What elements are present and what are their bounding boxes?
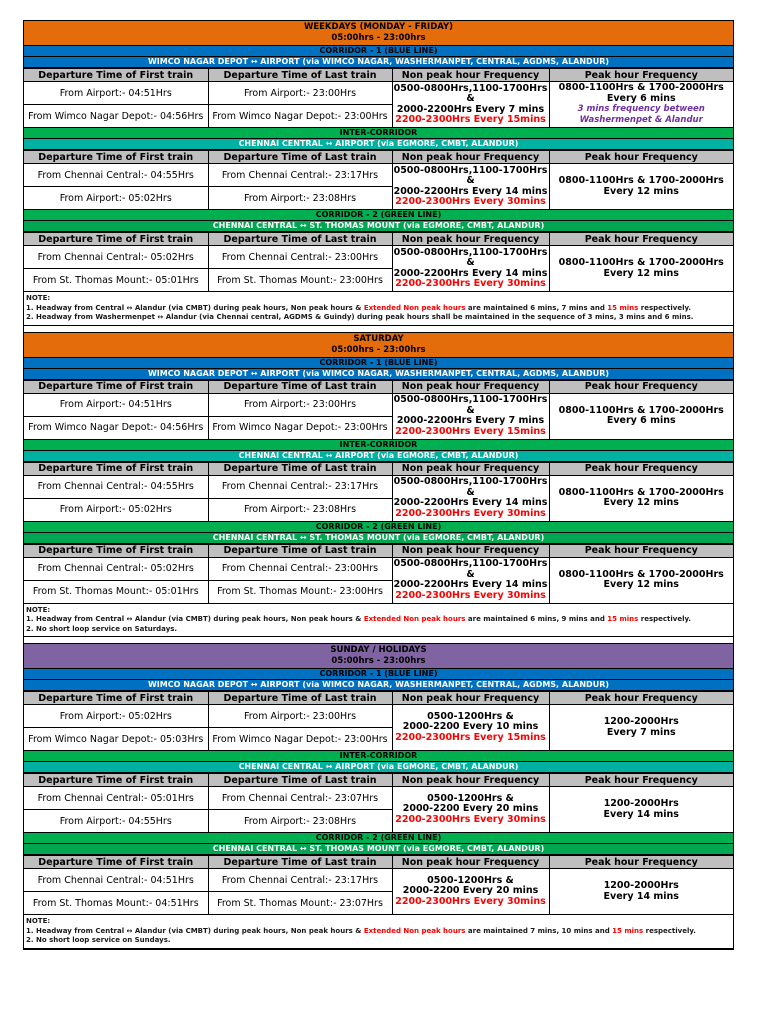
peak-frequency	[549, 705, 733, 751]
column-header: Departure Time of First train	[24, 462, 208, 475]
table-row	[24, 82, 733, 105]
peak-line: 0800-1100Hrs & 1700-2000Hrs	[558, 568, 724, 580]
nonpeak-line: 2000-2200 Every 20 mins	[402, 885, 539, 897]
last-train-time: From Airport:- 23:00Hrs	[208, 82, 392, 105]
table-row	[24, 705, 733, 728]
peak-line: 1200-2000Hrs	[603, 880, 679, 891]
note-line-2: 2. Headway from Washermenpet ↔ Alandur (via Chennai central, AGDMS & Guindy) during peak hours shall be maintained in the sequence of 3 mins, 3 mins and 6 mins.	[26, 313, 694, 321]
note-line-1	[26, 927, 731, 937]
table-row	[24, 164, 733, 187]
peak-line: 0800-1100Hrs & 1700-2000Hrs	[558, 486, 724, 498]
extended-nonpeak-line: 2200-2300Hrs Every 30mins	[395, 895, 546, 907]
column-header: Peak hour Frequency	[549, 774, 733, 787]
schedule-note	[24, 604, 733, 638]
peak-line: Every 6 mins	[606, 92, 676, 104]
schedule-header	[24, 644, 733, 669]
peak-line: Every 12 mins	[603, 267, 679, 279]
column-header: Non peak hour Frequency	[392, 692, 549, 705]
column-header: Peak hour Frequency	[549, 151, 733, 164]
peak-frequency	[549, 164, 733, 210]
nonpeak-line: 2000-2200Hrs Every 7 mins	[396, 415, 545, 426]
column-header: Departure Time of First train	[24, 692, 208, 705]
note-text: 1. Headway from Central ↔ Alandur (via CMBT) during peak hours, Non peak hours &	[26, 926, 364, 935]
last-train-time: From St. Thomas Mount:- 23:00Hrs	[208, 580, 392, 603]
column-header: Departure Time of First train	[24, 151, 208, 164]
peak-line: Every 14 mins	[603, 808, 679, 820]
nonpeak-frequency	[392, 787, 549, 833]
corridor-label: CORRIDOR - 1 (BLUE LINE)	[24, 46, 733, 57]
first-train-time: From St. Thomas Mount:- 05:01Hrs	[24, 269, 208, 292]
column-header: Departure Time of First train	[24, 774, 208, 787]
schedule-title: SUNDAY / HOLIDAYS	[330, 645, 427, 655]
schedule-title: WEEKDAYS (MONDAY - FRIDAY)	[303, 22, 454, 32]
peak-extra-note: 3 mins frequency between Washermenpet & Alandur	[577, 104, 705, 125]
nonpeak-frequency	[392, 557, 549, 603]
note-line-1	[26, 615, 731, 625]
nonpeak-line: 0500-0800Hrs,1100-1700Hrs &	[393, 476, 548, 498]
peak-line: 1200-2000Hrs	[603, 716, 679, 727]
column-header-row	[24, 774, 733, 787]
first-train-time: From Airport:- 04:55Hrs	[24, 810, 208, 833]
peak-line: 1200-2000Hrs	[603, 798, 679, 809]
note-highlight: 15 mins	[607, 615, 639, 623]
note-line-1	[26, 304, 731, 314]
timetable-grid	[24, 462, 733, 522]
corridor-route: CHENNAI CENTRAL ↔ ST. THOMAS MOUNT (via EGMORE, CMBT, ALANDUR)	[24, 221, 733, 232]
column-header: Departure Time of Last train	[208, 151, 392, 164]
note-text: are maintained 6 mins, 7 mins and	[465, 303, 608, 312]
table-row	[24, 557, 733, 580]
nonpeak-line: 0500-1200Hrs &	[427, 792, 514, 804]
column-header: Departure Time of Last train	[208, 692, 392, 705]
table-row	[24, 393, 733, 416]
nonpeak-line: 0500-1200Hrs &	[427, 710, 514, 722]
column-header-row	[24, 462, 733, 475]
nonpeak-line: 2000-2200Hrs Every 14 mins	[393, 267, 548, 279]
column-header: Non peak hour Frequency	[392, 69, 549, 82]
operating-hours: 05:00hrs - 23:00hrs	[331, 344, 426, 355]
extended-nonpeak-line: 2200-2300Hrs Every 30mins	[395, 589, 546, 601]
nonpeak-line: 0500-0800Hrs,1100-1700Hrs &	[393, 82, 548, 104]
peak-frequency	[549, 869, 733, 915]
last-train-time: From Airport:- 23:00Hrs	[208, 393, 392, 416]
nonpeak-line: 0500-0800Hrs,1100-1700Hrs &	[393, 246, 548, 268]
timetable-grid	[24, 380, 733, 440]
column-header: Non peak hour Frequency	[392, 856, 549, 869]
column-header: Departure Time of First train	[24, 544, 208, 557]
nonpeak-line: 2000-2200Hrs Every 14 mins	[393, 579, 548, 590]
corridor-route: CHENNAI CENTRAL ↔ AIRPORT (via EGMORE, CMBT, ALANDUR)	[24, 139, 733, 150]
column-header: Peak hour Frequency	[549, 544, 733, 557]
column-header: Departure Time of Last train	[208, 233, 392, 246]
last-train-time: From Chennai Central:- 23:17Hrs	[208, 869, 392, 892]
nonpeak-line: 0500-1200Hrs &	[427, 874, 514, 886]
first-train-time: From Chennai Central:- 04:55Hrs	[24, 164, 208, 187]
last-train-time: From St. Thomas Mount:- 23:07Hrs	[208, 892, 392, 915]
column-header: Non peak hour Frequency	[392, 774, 549, 787]
nonpeak-line: 0500-0800Hrs,1100-1700Hrs &	[393, 558, 548, 580]
note-text: are maintained 6 mins, 9 mins and	[465, 615, 608, 623]
peak-line: 0800-1100Hrs & 1700-2000Hrs	[558, 404, 724, 416]
note-line-2: 2. No short loop service on Sundays.	[26, 936, 171, 944]
nonpeak-frequency	[392, 475, 549, 521]
note-text: respectively.	[638, 303, 692, 312]
operating-hours: 05:00hrs - 23:00hrs	[331, 33, 426, 43]
timetable-grid	[24, 773, 733, 833]
note-title: NOTE:	[26, 294, 51, 302]
last-train-time: From Airport:- 23:08Hrs	[208, 498, 392, 521]
note-text: 1. Headway from Central ↔ Alandur (via CMBT) during peak hours, Non peak hours &	[26, 615, 364, 623]
peak-frequency	[549, 82, 733, 128]
column-header: Non peak hour Frequency	[392, 380, 549, 393]
peak-frequency	[549, 475, 733, 521]
metro-timetable	[23, 20, 734, 950]
peak-line: Every 14 mins	[603, 890, 679, 902]
extended-nonpeak-line: 2200-2300Hrs Every 30mins	[395, 813, 546, 825]
column-header-row	[24, 380, 733, 393]
corridor-route: CHENNAI CENTRAL ↔ ST. THOMAS MOUNT (via EGMORE, CMBT, ALANDUR)	[24, 533, 733, 544]
peak-line: 0800-1100Hrs & 1700-2000Hrs	[558, 257, 724, 268]
corridor-route: WIMCO NAGAR DEPOT ↔ AIRPORT (via WIMCO NAGAR, WASHERMANPET, CENTRAL, AGDMS, ALANDUR)	[24, 369, 733, 380]
peak-line: Every 7 mins	[606, 726, 676, 738]
corridor-label: CORRIDOR - 2 (GREEN LINE)	[24, 210, 733, 221]
column-header: Departure Time of Last train	[208, 544, 392, 557]
table-row	[24, 246, 733, 269]
peak-line: Every 6 mins	[606, 415, 676, 426]
column-header: Departure Time of First train	[24, 380, 208, 393]
first-train-time: From Wimco Nagar Depot:- 04:56Hrs	[24, 105, 208, 128]
last-train-time: From Wimco Nagar Depot:- 23:00Hrs	[208, 728, 392, 751]
column-header-row	[24, 856, 733, 869]
column-header-row	[24, 233, 733, 246]
last-train-time: From Airport:- 23:08Hrs	[208, 810, 392, 833]
first-train-time: From Airport:- 05:02Hrs	[24, 705, 208, 728]
column-header: Departure Time of Last train	[208, 462, 392, 475]
note-title: NOTE:	[26, 605, 51, 614]
note-text: are maintained 7 mins, 10 mins and	[465, 926, 613, 935]
table-row	[24, 869, 733, 892]
first-train-time: From St. Thomas Mount:- 05:01Hrs	[24, 580, 208, 603]
first-train-time: From St. Thomas Mount:- 04:51Hrs	[24, 892, 208, 915]
column-header: Departure Time of Last train	[208, 380, 392, 393]
timetable-grid	[24, 691, 733, 751]
schedule-header	[24, 333, 733, 358]
peak-frequency	[549, 557, 733, 603]
note-highlight: Extended Non peak hours	[363, 615, 466, 623]
peak-line: Every 12 mins	[603, 497, 679, 508]
last-train-time: From Airport:- 23:08Hrs	[208, 187, 392, 210]
first-train-time: From Airport:- 05:02Hrs	[24, 498, 208, 521]
nonpeak-line: 2000-2200 Every 20 mins	[402, 803, 539, 815]
column-header: Peak hour Frequency	[549, 233, 733, 246]
table-row	[24, 475, 733, 498]
note-line-2: 2. No short loop service on Saturdays.	[26, 624, 178, 633]
column-header: Peak hour Frequency	[549, 462, 733, 475]
corridor-label: INTER-CORRIDOR	[24, 128, 733, 139]
peak-frequency	[549, 787, 733, 833]
peak-line: 0800-1100Hrs & 1700-2000Hrs	[558, 82, 724, 93]
last-train-time: From Chennai Central:- 23:17Hrs	[208, 475, 392, 498]
schedule-note	[24, 915, 733, 949]
peak-frequency	[549, 246, 733, 292]
note-highlight: 15 mins	[612, 926, 644, 935]
peak-line: 0800-1100Hrs & 1700-2000Hrs	[558, 175, 724, 186]
nonpeak-frequency	[392, 393, 549, 439]
section-divider	[24, 326, 733, 333]
corridor-label: INTER-CORRIDOR	[24, 751, 733, 762]
column-header: Non peak hour Frequency	[392, 462, 549, 475]
corridor-label: CORRIDOR - 2 (GREEN LINE)	[24, 522, 733, 533]
extended-nonpeak-line: 2200-2300Hrs Every 30mins	[395, 507, 546, 519]
note-highlight: Extended Non peak hours	[363, 303, 466, 312]
column-header-row	[24, 69, 733, 82]
corridor-route: WIMCO NAGAR DEPOT ↔ AIRPORT (via WIMCO NAGAR, WASHERMANPET, CENTRAL, AGDMS, ALANDUR)	[24, 680, 733, 691]
nonpeak-line: 0500-0800Hrs,1100-1700Hrs &	[393, 164, 548, 186]
first-train-time: From Wimco Nagar Depot:- 04:56Hrs	[24, 416, 208, 439]
schedule-note	[24, 292, 733, 326]
column-header-row	[24, 692, 733, 705]
column-header-row	[24, 544, 733, 557]
column-header: Departure Time of First train	[24, 69, 208, 82]
peak-line: Every 12 mins	[603, 579, 679, 590]
peak-frequency	[549, 393, 733, 439]
corridor-route: CHENNAI CENTRAL ↔ AIRPORT (via EGMORE, CMBT, ALANDUR)	[24, 451, 733, 462]
nonpeak-frequency	[392, 705, 549, 751]
last-train-time: From Chennai Central:- 23:17Hrs	[208, 164, 392, 187]
first-train-time: From Airport:- 04:51Hrs	[24, 393, 208, 416]
first-train-time: From Chennai Central:- 04:55Hrs	[24, 475, 208, 498]
timetable-grid	[24, 68, 733, 128]
column-header: Peak hour Frequency	[549, 69, 733, 82]
nonpeak-line: 2000-2200Hrs Every 14 mins	[393, 185, 548, 197]
note-text: 1. Headway from Central ↔ Alandur (via CMBT) during peak hours, Non peak hours &	[26, 303, 364, 312]
note-text: respectively.	[643, 926, 696, 935]
corridor-route: WIMCO NAGAR DEPOT ↔ AIRPORT (via WIMCO NAGAR, WASHERMANPET, CENTRAL, AGDMS, ALANDUR)	[24, 57, 733, 68]
column-header: Departure Time of Last train	[208, 69, 392, 82]
last-train-time: From Airport:- 23:00Hrs	[208, 705, 392, 728]
extended-nonpeak-line: 2200-2300Hrs Every 15mins	[395, 731, 546, 743]
nonpeak-line: 0500-0800Hrs,1100-1700Hrs &	[393, 394, 548, 416]
corridor-label: CORRIDOR - 1 (BLUE LINE)	[24, 358, 733, 369]
section-divider	[24, 637, 733, 644]
last-train-time: From St. Thomas Mount:- 23:00Hrs	[208, 269, 392, 292]
column-header: Departure Time of Last train	[208, 856, 392, 869]
first-train-time: From Airport:- 05:02Hrs	[24, 187, 208, 210]
first-train-time: From Airport:- 04:51Hrs	[24, 82, 208, 105]
timetable-grid	[24, 544, 733, 604]
note-text: respectively.	[638, 615, 692, 623]
column-header: Non peak hour Frequency	[392, 151, 549, 164]
last-train-time: From Wimco Nagar Depot:- 23:00Hrs	[208, 105, 392, 128]
operating-hours: 05:00hrs - 23:00hrs	[331, 656, 426, 666]
column-header: Peak hour Frequency	[549, 856, 733, 869]
last-train-time: From Chennai Central:- 23:00Hrs	[208, 246, 392, 269]
column-header: Non peak hour Frequency	[392, 544, 549, 557]
column-header: Peak hour Frequency	[549, 380, 733, 393]
extended-nonpeak-line: 2200-2300Hrs Every 30mins	[395, 278, 546, 289]
note-highlight: Extended Non peak hours	[363, 926, 466, 935]
extended-nonpeak-line: 2200-2300Hrs Every 15mins	[395, 114, 546, 125]
first-train-time: From Chennai Central:- 05:02Hrs	[24, 557, 208, 580]
nonpeak-frequency	[392, 82, 549, 128]
corridor-label: INTER-CORRIDOR	[24, 440, 733, 451]
extended-nonpeak-line: 2200-2300Hrs Every 30mins	[395, 196, 546, 207]
timetable-grid	[24, 232, 733, 292]
column-header: Peak hour Frequency	[549, 692, 733, 705]
peak-line: Every 12 mins	[603, 185, 679, 197]
nonpeak-frequency	[392, 246, 549, 292]
first-train-time: From Chennai Central:- 04:51Hrs	[24, 869, 208, 892]
timetable-grid	[24, 855, 733, 915]
corridor-route: CHENNAI CENTRAL ↔ AIRPORT (via EGMORE, CMBT, ALANDUR)	[24, 762, 733, 773]
column-header-row	[24, 151, 733, 164]
last-train-time: From Chennai Central:- 23:07Hrs	[208, 787, 392, 810]
nonpeak-frequency	[392, 164, 549, 210]
column-header: Departure Time of Last train	[208, 774, 392, 787]
corridor-label: CORRIDOR - 2 (GREEN LINE)	[24, 833, 733, 844]
corridor-route: CHENNAI CENTRAL ↔ ST. THOMAS MOUNT (via EGMORE, CMBT, ALANDUR)	[24, 844, 733, 855]
last-train-time: From Chennai Central:- 23:00Hrs	[208, 557, 392, 580]
note-highlight: 15 mins	[607, 303, 639, 312]
schedule-title: SATURDAY	[353, 333, 404, 344]
last-train-time: From Wimco Nagar Depot:- 23:00Hrs	[208, 416, 392, 439]
column-header: Departure Time of First train	[24, 856, 208, 869]
note-title: NOTE:	[26, 917, 51, 925]
first-train-time: From Wimco Nagar Depot:- 05:03Hrs	[24, 728, 208, 751]
nonpeak-line: 2000-2200Hrs Every 14 mins	[393, 497, 548, 508]
timetable-grid	[24, 150, 733, 210]
corridor-label: CORRIDOR - 1 (BLUE LINE)	[24, 669, 733, 680]
table-row	[24, 787, 733, 810]
column-header: Non peak hour Frequency	[392, 233, 549, 246]
schedule-header	[24, 21, 733, 46]
nonpeak-frequency	[392, 869, 549, 915]
first-train-time: From Chennai Central:- 05:01Hrs	[24, 787, 208, 810]
first-train-time: From Chennai Central:- 05:02Hrs	[24, 246, 208, 269]
column-header: Departure Time of First train	[24, 233, 208, 246]
nonpeak-line: 2000-2200Hrs Every 7 mins	[396, 103, 545, 115]
extended-nonpeak-line: 2200-2300Hrs Every 15mins	[395, 425, 546, 437]
nonpeak-line: 2000-2200 Every 10 mins	[402, 721, 539, 733]
